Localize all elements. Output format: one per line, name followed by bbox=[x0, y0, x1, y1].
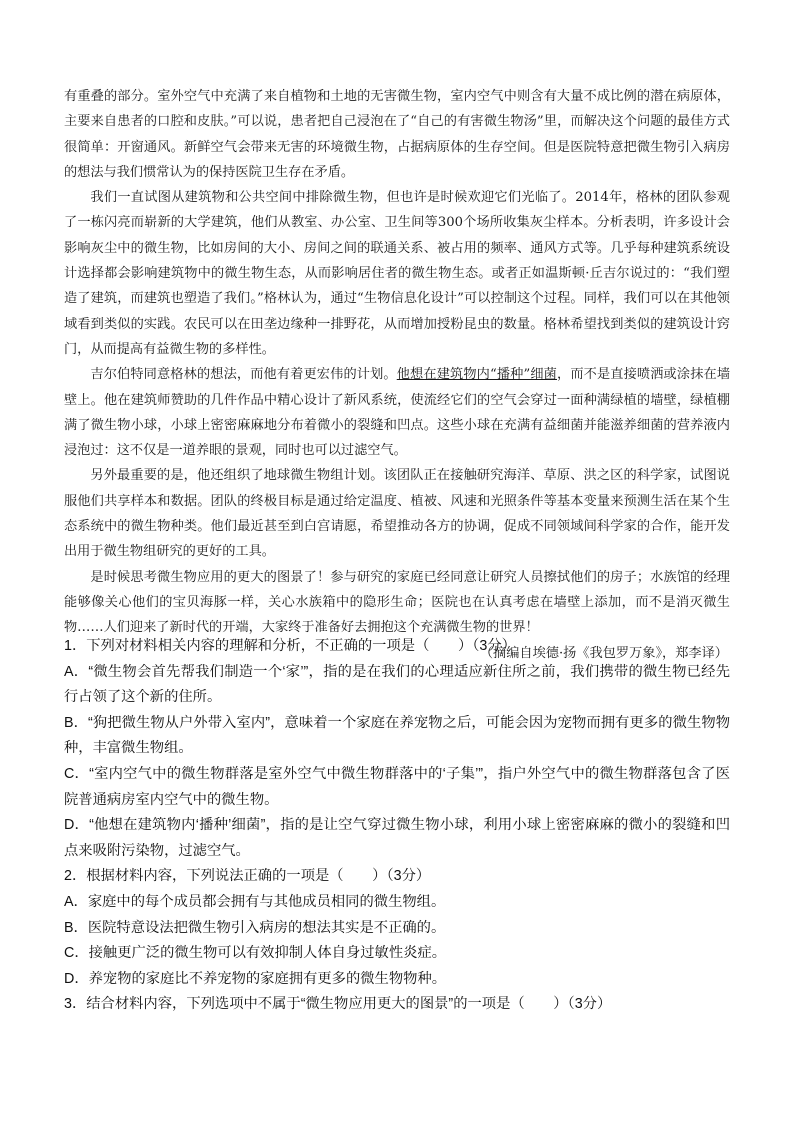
passage-paragraph-3 bbox=[64, 362, 730, 463]
question-3 bbox=[64, 992, 730, 1018]
reading-passage bbox=[64, 84, 730, 666]
question-2 bbox=[64, 864, 730, 992]
question-1 bbox=[64, 634, 730, 864]
passage-paragraph-1: 有重叠的部分。室外空气中充满了来自植物和土地的无害微生物，室内空气中则含有大量不成比例的潜在病原体，主要来自患者的口腔和皮肤。”可以说，患者把自己浸泡在了“自己的有害微生物汤”里，而解决这个问题的最佳方式很简单：开窗通风。新鲜空气会带来无害的环境微生物，占据病原体的生存空间。但是医院特意把微生物引入病房的想法与我们惯常认为的保持医院卫生存在矛盾。 bbox=[64, 89, 730, 180]
question-1-option-c: C．“室内空气中的微生物群落是室外空气中微生物群落中的‘子集’”，指户外空气中的微生物群落包含了医院普通病房室内空气中的微生物。 bbox=[64, 765, 730, 808]
question-2-option-d: D．养宠物的家庭比不养宠物的家庭拥有更多的微生物物种。 bbox=[64, 970, 447, 987]
question-section bbox=[64, 634, 730, 1018]
question-3-stem: 3．结合材料内容，下列选项中不属于“微生物应用更大的图景”的一项是（ ）（3分） bbox=[64, 996, 612, 1013]
question-2-stem: 2．根据材料内容，下列说法正确的一项是（ ）（3分） bbox=[64, 868, 431, 885]
question-2-option-b: B．医院特意设法把微生物引入病房的想法其实是不正确的。 bbox=[64, 919, 446, 936]
passage-source: （摘编自埃德·扬《我包罗万象》，郑李译） bbox=[479, 645, 728, 661]
question-2-option-a: A．家庭中的每个成员都会拥有与其他成员相同的微生物组。 bbox=[64, 893, 446, 910]
question-1-option-a: A．“微生物会首先帮我们制造一个‘家’”，指的是在我们的心理适应新住所之前，我们携带的微生物已经先行占领了这个新的住所。 bbox=[64, 663, 730, 706]
underlined-sentence: 他想在建筑物内“播种”细菌 bbox=[396, 367, 557, 383]
question-2-option-c: C．接触更广泛的微生物可以有效抑制人体自身过敏性炎症。 bbox=[64, 945, 447, 962]
question-1-stem: 1．下列对材料相关内容的理解和分析，不正确的一项是（ ）（3分） bbox=[64, 638, 516, 654]
question-1-option-b: B．“狗把微生物从户外带入室内”，意味着一个家庭在养宠物之后，可能会因为宠物而拥有更多的微生物物种，丰富微生物组。 bbox=[64, 714, 730, 757]
passage-paragraph-5: 是时候思考微生物应用的更大的图景了！参与研究的家庭已经同意让研究人员擦拭他们的房子；水族馆的经理能够像关心他们的宝贝海豚一样，关心水族箱中的隐形生命；医院也在认真考虑在墙壁上添加，而不是消灭微生物……人们迎来了新时代的开端，大家终于准备好去拥抱这个充满微生物的世界！ bbox=[64, 569, 730, 636]
paragraph-3-text-before: 吉尔伯特同意格林的想法，而他有着更宏伟的计划。 bbox=[90, 367, 397, 383]
passage-paragraph-4: 另外最重要的是，他还组织了地球微生物组计划。该团队正在接触研究海洋、草原、洪之区的科学家，试图说服他们共享样本和数据。团队的终极目标是通过给定温度、植被、风速和光照条件等基本变量来预测生活在某个生态系统中的微生物种类。他们最近甚至到白宫请愿，希望推动各方的协调，促成不同领域间科学家的合作，能开发出用于微生物组研究的更好的工具。 bbox=[64, 468, 730, 560]
paragraph-3-text-after: ，而不是直接喷洒或涂抹在墙壁上。他在建筑师赞助的几件作品中精心设计了新风系统，使流经它们的空气会穿过一面种满绿植的墙壁，绿植棚满了微生物小球，小球上密密麻麻地分布着微小的裂缝和凹点。这些小球在充满有益细菌并能滋养细菌的营养液内浸泡过：这不仅是一道养眼的景观，同时也可以过滤空气。 bbox=[64, 367, 731, 459]
question-1-option-d: D．“他想在建筑物内‘播种’细菌”，指的是让空气穿过微生物小球，利用小球上密密麻麻的微小的裂缝和凹点来吸附污染物，过滤空气。 bbox=[64, 817, 730, 859]
passage-paragraph-2: 我们一直试图从建筑物和公共空间中排除微生物，但也许是时候欢迎它们光临了。2014年，格林的团队参观了一栋闪亮而崭新的大学建筑，他们从教室、办公室、卫生间等300个场所收集灰尘样本。分析表明，许多设计会影响灰尘中的微生物，比如房间的大小、房间之间的联通关系、被占用的频率、通风方式等。几乎每种建筑系统设计选择都会影响建筑物中的微生物生态，从而影响居住者的微生物生态。或者正如温斯顿·丘吉尔说过的：“我们塑造了建筑，而建筑也塑造了我们。”格林认为，通过“生物信息化设计”可以控制这个过程。同样，我们可以在其他领域看到类似的实践。农民可以在田垄边缘种一排野花，从而增加授粉昆虫的数量。格林希望找到类似的建筑设计窍门，从而提高有益微生物的多样性。 bbox=[64, 190, 730, 357]
